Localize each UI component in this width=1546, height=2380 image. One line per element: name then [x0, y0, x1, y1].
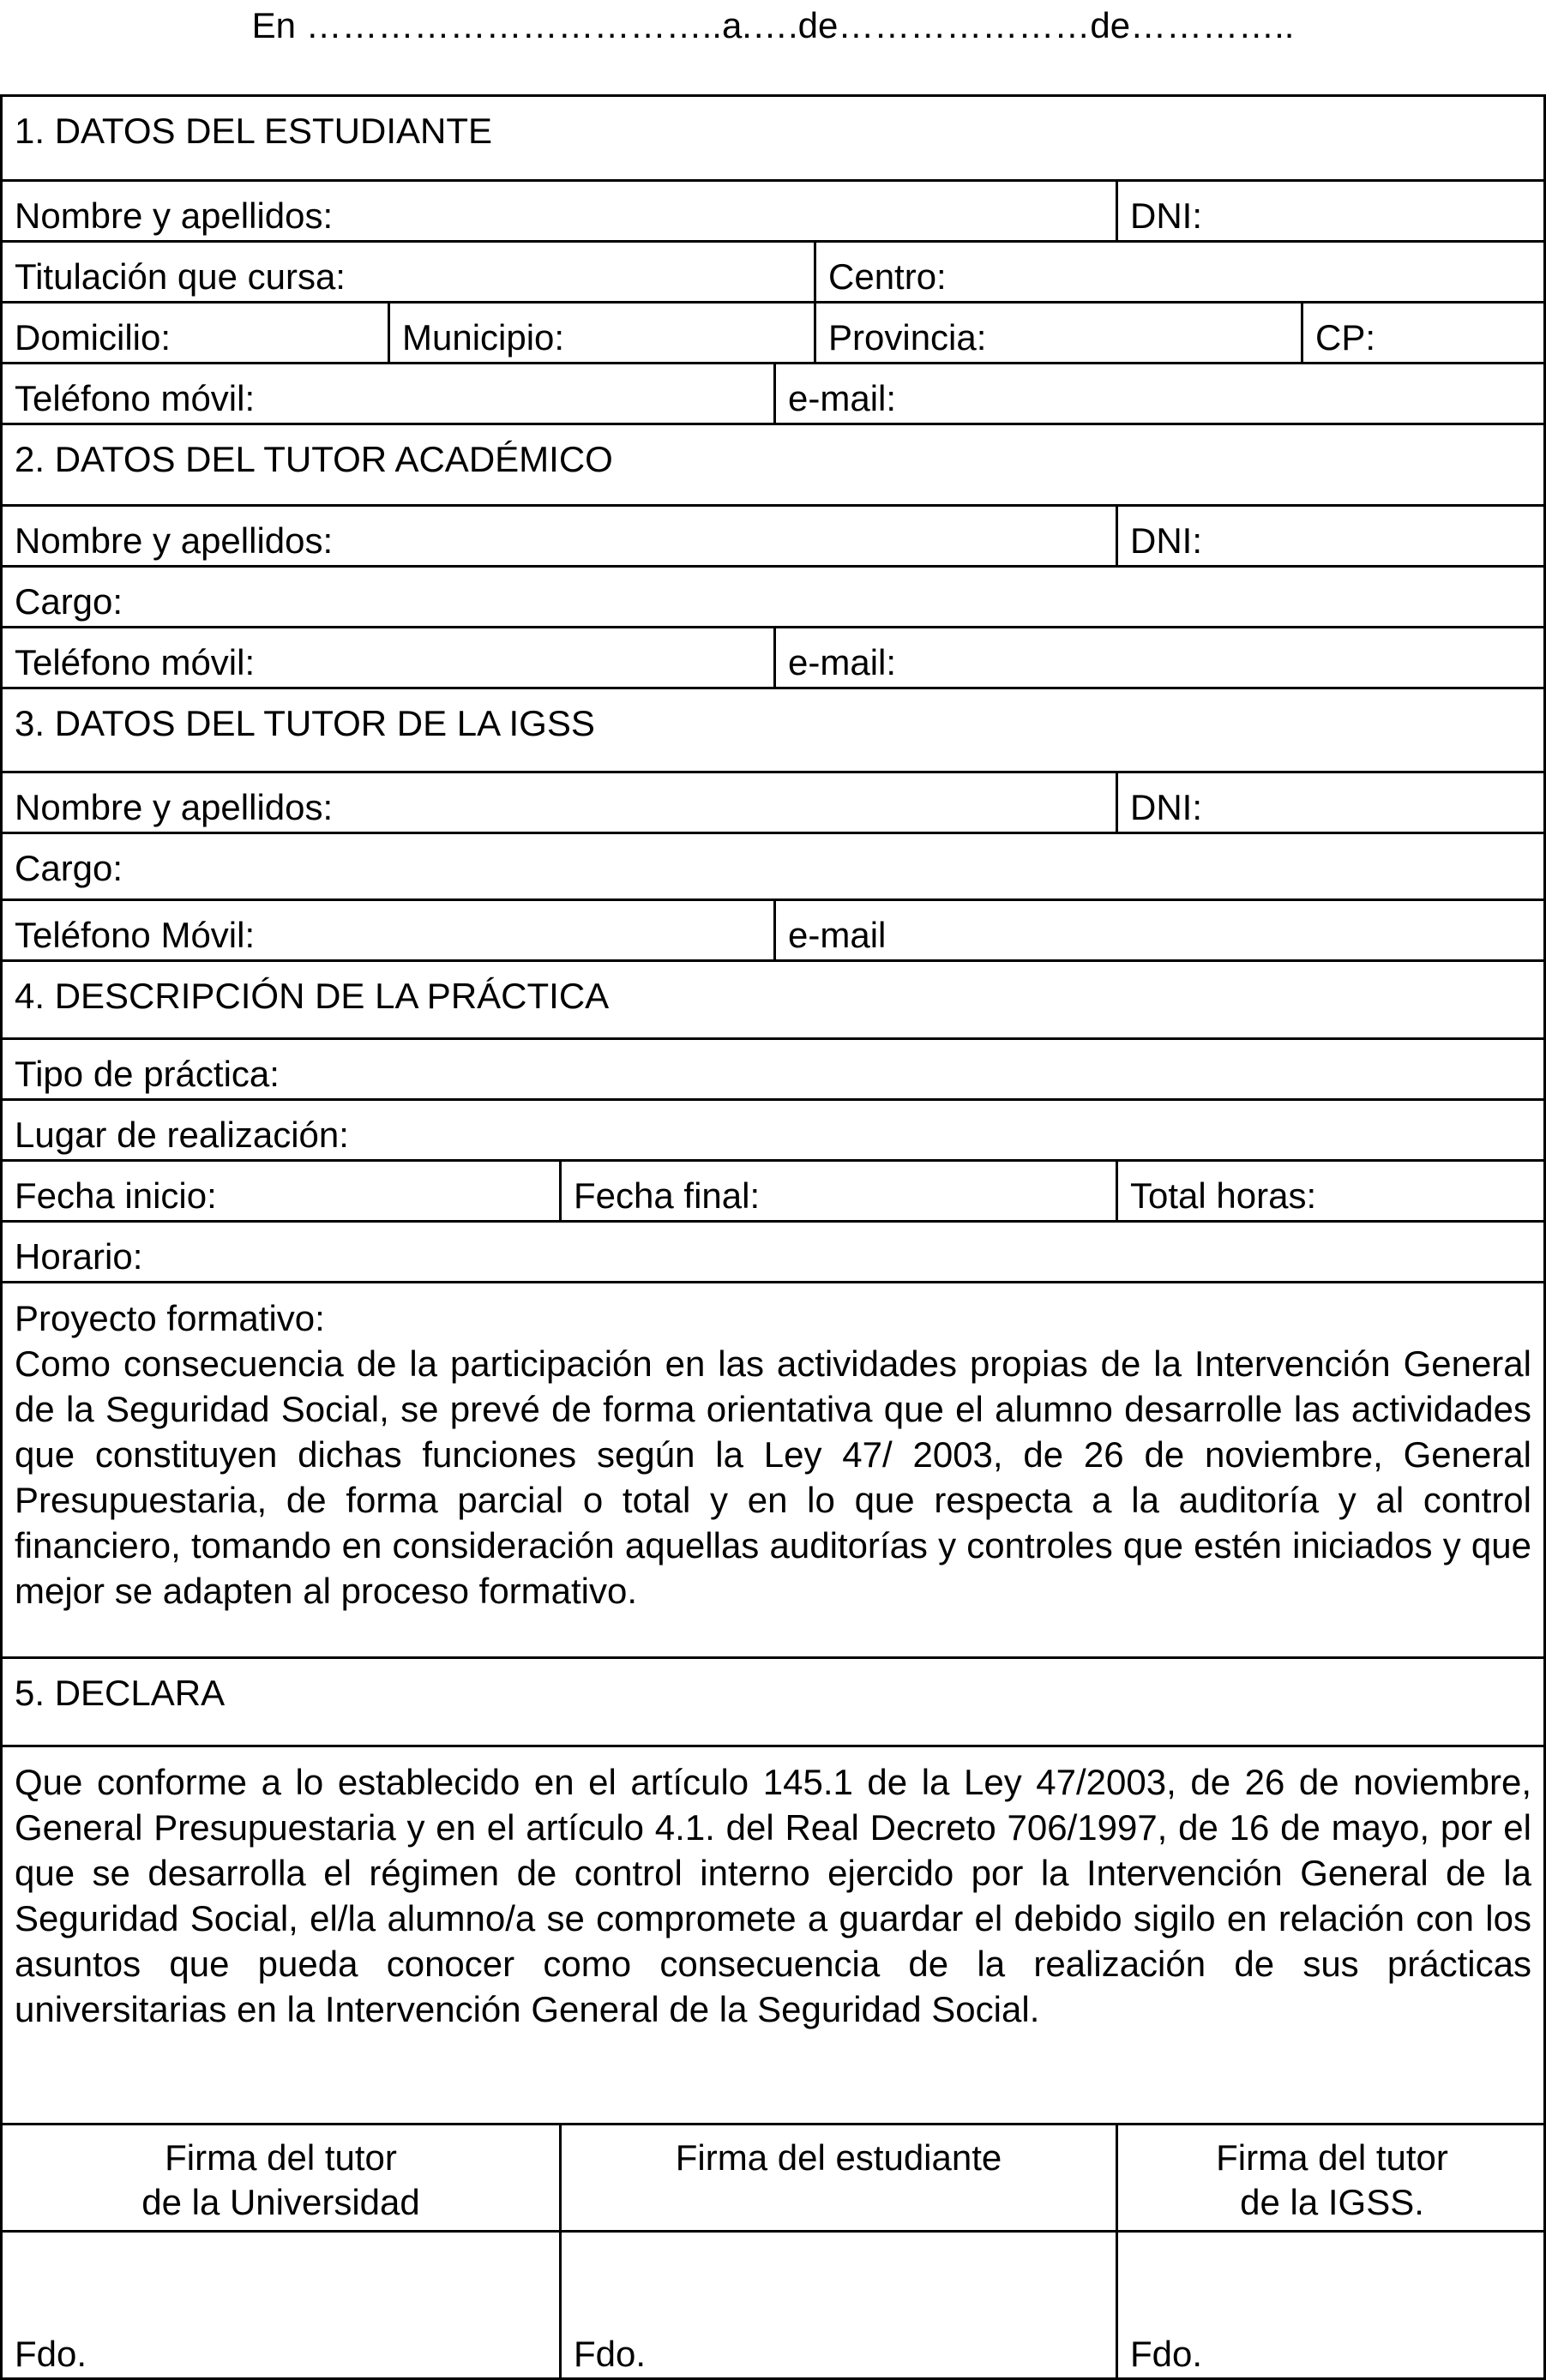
- academic-tutor-position-field[interactable]: Cargo:: [15, 581, 123, 622]
- declaration-text: Que conforme a lo establecido en el artículo 145.1 de la Ley 47/2003, de 26 de noviembre, General Presupuestaria y en el artículo 4.1. del Real Decreto 706/1997, de 16 de mayo, por el que se desarrolla el régimen de control interno ejercido por la Intervención General de la Seguridad Social, el/la alumno/a se compromete a guardar el debido sigilo en relación con los asuntos que pueda conocer como consecuencia de la realización de sus prácticas universitarias en la Intervención General de la Seguridad Social.: [15, 1762, 1531, 2029]
- igss-tutor-signature-box[interactable]: [1116, 2233, 1546, 2380]
- student-email-field[interactable]: e-mail:: [773, 364, 1546, 423]
- declaration-row: [3, 1747, 1543, 2125]
- training-project-label: Proyecto formativo:: [15, 1298, 325, 1338]
- section-4-header: [3, 962, 1543, 1040]
- schedule-row: [3, 1223, 1543, 1283]
- signature-boxes-row: [3, 2233, 1543, 2380]
- section-3-header: [3, 689, 1543, 773]
- academic-tutor-email-field[interactable]: e-mail:: [773, 628, 1546, 687]
- igss-tutor-email-field[interactable]: e-mail: [773, 901, 1546, 959]
- student-name-field[interactable]: Nombre y apellidos:: [15, 195, 334, 236]
- student-province-field[interactable]: Provincia:: [814, 304, 1301, 362]
- academic-tutor-name-field[interactable]: Nombre y apellidos:: [15, 520, 334, 561]
- student-degree-field[interactable]: Titulación que cursa:: [15, 256, 346, 297]
- section-5-title: 5. DECLARA: [15, 1673, 226, 1713]
- igss-tutor-position-row: [3, 834, 1543, 901]
- university-tutor-signature-box[interactable]: [3, 2233, 559, 2380]
- section-5-header: [3, 1659, 1543, 1747]
- total-hours-field[interactable]: Total horas:: [1116, 1162, 1546, 1220]
- section-1-header: [3, 97, 1543, 182]
- academic-tutor-name-row: [3, 507, 1543, 568]
- academic-tutor-contact-row: [3, 628, 1543, 689]
- declaration-cell: [3, 1747, 1543, 2032]
- academic-tutor-position-row: [3, 568, 1543, 628]
- student-center-field[interactable]: Centro:: [814, 243, 1546, 301]
- student-address-field[interactable]: Domicilio:: [15, 317, 171, 358]
- student-signature-box[interactable]: [559, 2233, 1116, 2380]
- igss-tutor-signature-title: Firma del tutor de la IGSS.: [1116, 2125, 1546, 2230]
- student-fdo: Fdo.: [574, 2334, 647, 2374]
- start-date-field[interactable]: Fecha inicio:: [15, 1175, 217, 1216]
- igss-tutor-phone-field[interactable]: Teléfono Móvil:: [15, 915, 256, 955]
- practice-type-row: [3, 1040, 1543, 1101]
- university-tutor-signature-title: Firma del tutor de la Universidad: [141, 2137, 420, 2222]
- student-postal-code-field[interactable]: CP:: [1301, 304, 1546, 362]
- student-address-row: [3, 304, 1543, 364]
- student-dni-field[interactable]: DNI:: [1116, 182, 1546, 240]
- practice-dates-row: [3, 1162, 1543, 1223]
- section-2-header: [3, 425, 1543, 507]
- section-3-title: 3. DATOS DEL TUTOR DE LA IGSS: [15, 703, 595, 743]
- igss-tutor-dni-field[interactable]: DNI:: [1116, 773, 1546, 832]
- university-tutor-fdo: Fdo.: [15, 2334, 87, 2374]
- igss-tutor-fdo: Fdo.: [1130, 2334, 1203, 2374]
- practice-location-field[interactable]: Lugar de realización:: [15, 1115, 349, 1155]
- student-municipality-field[interactable]: Municipio:: [388, 304, 814, 362]
- internship-form: [0, 94, 1546, 2380]
- schedule-field[interactable]: Horario:: [15, 1236, 143, 1277]
- student-phone-field[interactable]: Teléfono móvil:: [15, 378, 256, 418]
- academic-tutor-dni-field[interactable]: DNI:: [1116, 507, 1546, 565]
- training-project-text: Como consecuencia de la participación en las actividades propias de la Intervención General de la Seguridad Social, se prevé de forma orientativa que el alumno desarrolle las actividades que constituyen dichas funciones según la Ley 47/ 2003, de 26 de noviembre, General Presupuestaria, de forma parcial o total y en lo que respecta a la auditoría y al control financiero, tomando en consideración aquellas auditorías y controles que estén iniciados y que mejor se adapten al proceso formativo.: [15, 1343, 1531, 1611]
- student-degree-row: [3, 243, 1543, 304]
- student-name-row: [3, 182, 1543, 243]
- igss-tutor-name-field[interactable]: Nombre y apellidos:: [15, 787, 334, 827]
- training-project-cell: [3, 1283, 1543, 1614]
- section-4-title: 4. DESCRIPCIÓN DE LA PRÁCTICA: [15, 976, 610, 1016]
- section-1-title: 1. DATOS DEL ESTUDIANTE: [15, 111, 493, 151]
- end-date-field[interactable]: Fecha final:: [559, 1162, 1116, 1220]
- training-project-row: [3, 1283, 1543, 1659]
- igss-tutor-position-field[interactable]: Cargo:: [15, 848, 123, 888]
- igss-tutor-name-row: [3, 773, 1543, 834]
- signature-titles-row: [3, 2125, 1543, 2233]
- academic-tutor-phone-field[interactable]: Teléfono móvil:: [15, 642, 256, 682]
- date-line: En ……………………………..a.….de…………………de…………..: [251, 5, 1295, 45]
- practice-type-field[interactable]: Tipo de práctica:: [15, 1054, 280, 1094]
- student-signature-title: Firma del estudiante: [559, 2125, 1116, 2230]
- student-contact-row: [3, 364, 1543, 425]
- igss-tutor-contact-row: [3, 901, 1543, 962]
- practice-location-row: [3, 1101, 1543, 1162]
- section-2-title: 2. DATOS DEL TUTOR ACADÉMICO: [15, 439, 613, 479]
